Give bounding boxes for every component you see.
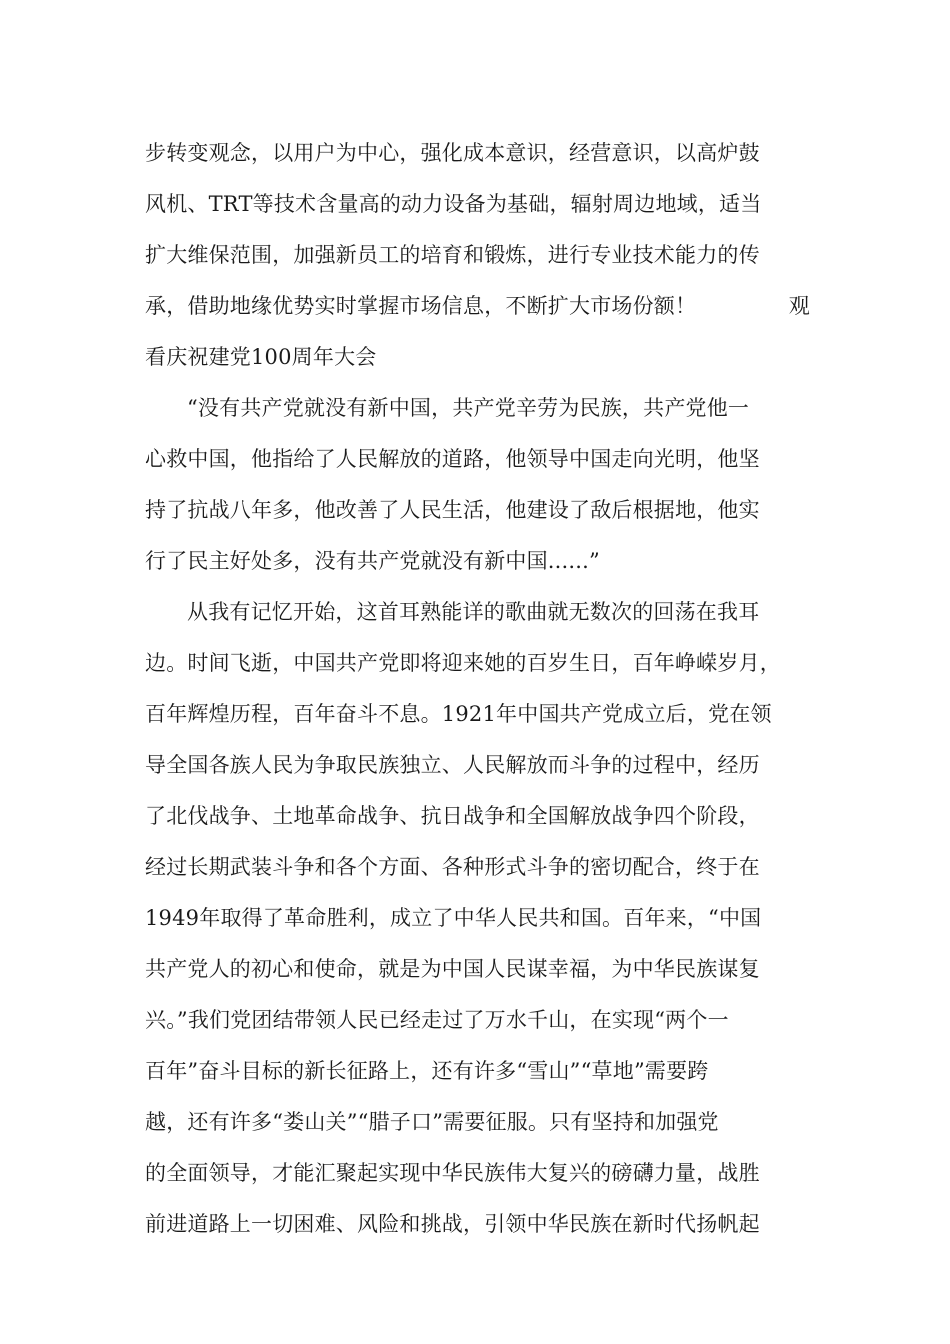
intro-line-4 [145, 289, 810, 323]
body-line-1: 从我有记忆开始，这首耳熟能详的歌曲就无数次的回荡在我耳 [187, 600, 760, 624]
quote-line-3: 持了抗战八年多，他改善了人民生活，他建设了敌后根据地，他实 [145, 498, 760, 522]
section-title-end: 看庆祝建党100周年大会 [145, 345, 377, 369]
intro-line-3: 扩大维保范围，加强新员工的培育和锻炼，进行专业技术能力的传 [145, 243, 760, 267]
intro-line-4-text: 承，借助地缘优势实时掌握市场信息，不断扩大市场份额！ [145, 294, 697, 318]
body-line-8: 共产党人的初心和使命，就是为中国人民谋幸福，为中华民族谋复 [145, 957, 760, 981]
quote-line-4: 行了民主好处多，没有共产党就没有新中国......” [145, 549, 600, 573]
body-line-6: 经过长期武装斗争和各个方面、各种形式斗争的密切配合，终于在 [145, 855, 760, 879]
body-line-5: 了北伐战争、土地革命战争、抗日战争和全国解放战争四个阶段， [145, 804, 760, 828]
body-line-9: 兴。”我们党团结带领人民已经走过了万水千山，在实现“两个一 [145, 1008, 729, 1032]
body-line-2: 边。时间飞逝，中国共产党即将迎来她的百岁生日，百年峥嵘岁月， [145, 651, 781, 675]
body-line-10: 百年”奋斗目标的新长征路上，还有许多“雪山”“草地”需要跨 [145, 1059, 709, 1083]
section-title-start: 观 [788, 294, 810, 318]
body-line-3: 百年辉煌历程，百年奋斗不息。1921年中国共产党成立后，党在领 [145, 702, 772, 726]
body-line-11: 越，还有许多“娄山关”“腊子口”需要征服。只有坚持和加强党 [145, 1110, 719, 1134]
intro-line-2: 风机、TRT等技术含量高的动力设备为基础，辐射周边地域，适当 [145, 192, 762, 216]
quote-line-1: “没有共产党就没有新中国，共产党辛劳为民族，共产党他一 [187, 396, 750, 420]
body-line-7: 1949年取得了革命胜利，成立了中华人民共和国。百年来，“中国 [145, 906, 762, 930]
body-line-13: 前进道路上一切困难、风险和挑战，引领中华民族在新时代扬帆起 [145, 1212, 760, 1236]
quote-line-2: 心救中国，他指给了人民解放的道路，他领导中国走向光明，他坚 [145, 447, 760, 471]
body-line-4: 导全国各族人民为争取民族独立、人民解放而斗争的过程中，经历 [145, 753, 760, 777]
body-line-12: 的全面领导，才能汇聚起实现中华民族伟大复兴的磅礴力量，战胜 [145, 1161, 760, 1185]
intro-line-1: 步转变观念，以用户为中心，强化成本意识，经营意识，以高炉鼓 [145, 141, 760, 165]
